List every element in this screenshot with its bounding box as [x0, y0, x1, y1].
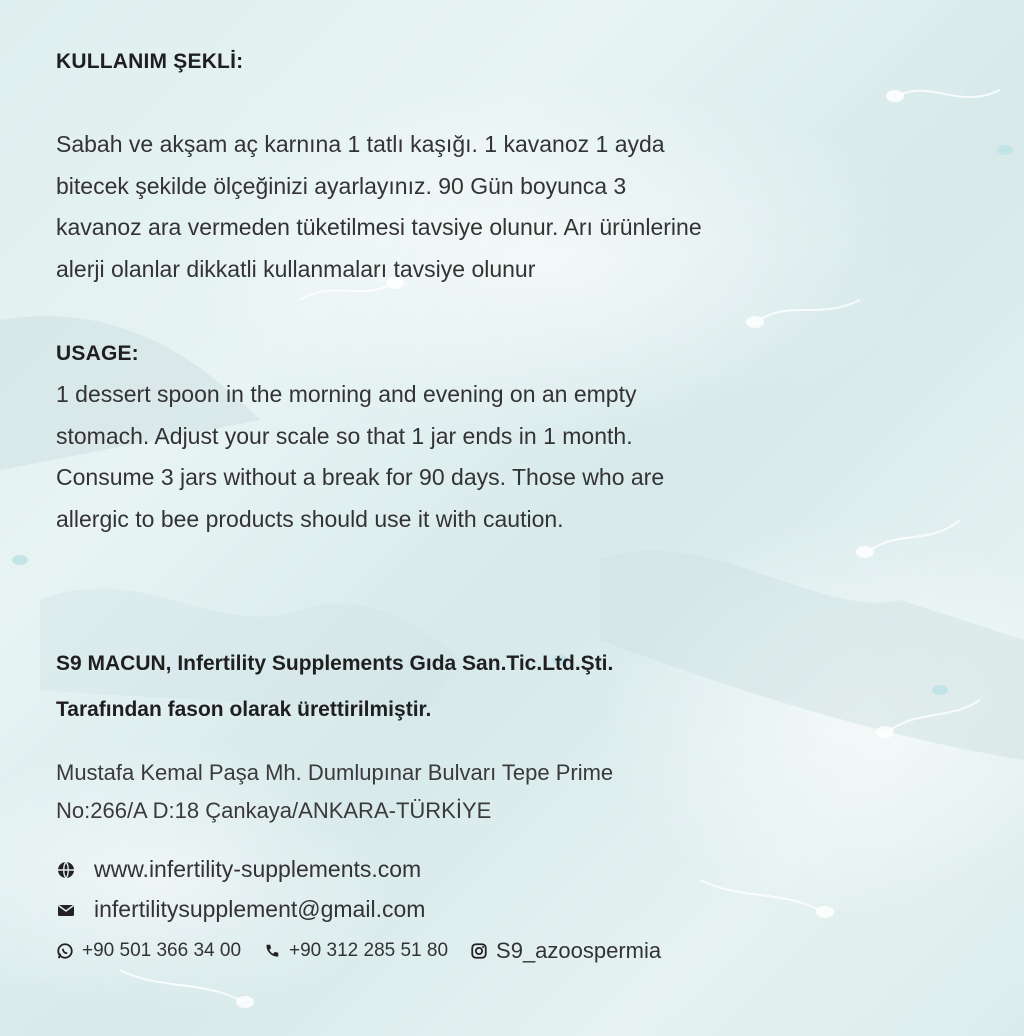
phone-number[interactable]: +90 312 285 51 80 — [289, 940, 449, 961]
globe-icon — [56, 860, 76, 880]
usage-en-line: allergic to bee products should use it with caution. — [56, 505, 564, 532]
usage-tr-line: Sabah ve akşam aç karnına 1 tatlı kaşığı. 1 kavanoz 1 ayda — [56, 131, 665, 157]
address-line-2: No:266/A D:18 Çankaya/ANKARA-TÜRKİYE — [56, 798, 492, 823]
company-manufacture-note: Tarafından fason olarak ürettirilmiştir. — [56, 698, 432, 721]
website-row — [56, 856, 421, 883]
usage-en-line: stomach. Adjust your scale so that 1 jar ends in 1 month. — [56, 422, 633, 449]
usage-tr-heading: KULLANIM ŞEKLİ: — [56, 50, 244, 73]
usage-tr-line: alerji olanlar dikkatli kullanmaları tavsiye olunur — [56, 255, 536, 282]
address-line-1: Mustafa Kemal Paşa Mh. Dumlupınar Bulvarı Tepe Prime — [56, 760, 614, 785]
instagram-handle[interactable]: S9_azoospermia — [496, 938, 662, 963]
envelope-icon — [56, 900, 76, 920]
email-row — [56, 896, 425, 923]
usage-en-line: 1 dessert spoon in the morning and evening on an empty — [56, 381, 637, 407]
usage-tr-line: bitecek şekilde ölçeğinizi ayarlayınız. 90 Gün boyunca 3 — [56, 172, 627, 199]
usage-tr-paragraph — [56, 124, 846, 290]
usage-en-line: Consume 3 jars without a break for 90 days. Those who are — [56, 464, 665, 490]
usage-en-heading: USAGE: — [56, 342, 139, 365]
usage-tr-line: kavanoz ara vermeden tüketilmesi tavsiye olunur. Arı ürünlerine — [56, 214, 702, 240]
email-link[interactable]: infertilitysupplement@gmail.com — [94, 896, 426, 922]
whatsapp-number[interactable]: +90 501 366 34 00 — [82, 940, 242, 961]
phone-icon — [263, 942, 281, 960]
company-name: S9 MACUN, Infertility Supplements Gıda San.Tic.Ltd.Şti. — [56, 652, 614, 675]
whatsapp-icon — [56, 942, 74, 960]
instagram-icon — [470, 942, 488, 960]
website-link[interactable]: www.infertility-supplements.com — [94, 856, 422, 882]
phone-social-row — [56, 938, 683, 964]
usage-en-paragraph — [56, 374, 846, 540]
